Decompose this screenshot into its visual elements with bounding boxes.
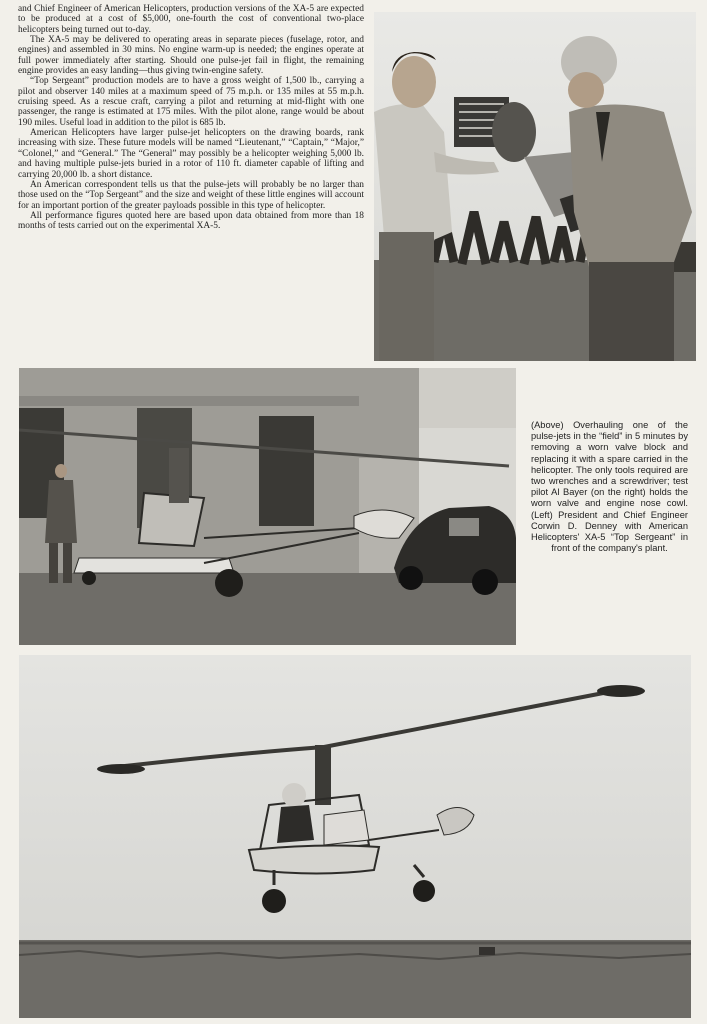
article-paragraph: All performance figures quoted here are based upon data obtained from more than 18 months of tests carried out on the experimental XA-5. — [18, 210, 364, 232]
photo-ground-illustration — [19, 368, 516, 645]
article-paragraph: The XA-5 may be delivered to operating areas in separate pieces (fuselage, rotor, and engines) and assembled in 30 mins. No engine warm-up is needed; the engines operate at full power immediately after starting. Should one pulse-jet fail in flight, the remaining engine provides an easy landing—thus giving twin-engine safety. — [18, 35, 364, 77]
field — [19, 940, 691, 1018]
pavement — [19, 573, 516, 645]
article-paragraph: “Top Sergeant” production models are to have a gross weight of 1,500 lb., carrying a pilot and observer 140 miles at a maximum speed of 75 m.p.h. or 135 miles at 55 m.p.h. cruising speed. As a rescue craft, carrying a pilot and returning at mid-flight with one passenger, the range is estimated at 175 miles. With the pilot alone, range would be about 190 miles. Useful load in addition to the pilot is 685 lb. — [18, 76, 364, 128]
article-paragraph: An American correspondent tells us that the pulse-jets will probably be no larger than those used on the “Top Sergeant” and the size and weight of these little engines will account for an important portion of the greater payloads possible in this type of helicopter. — [18, 179, 364, 211]
photo-pulsejet-illustration — [374, 12, 696, 361]
photo-helicopter-at-plant — [19, 368, 516, 645]
rotor-tip-pulsejet — [597, 685, 645, 697]
article-paragraph: and Chief Engineer of American Helicopters, production versions of the XA-5 are expected to be produced at a cost of $5,000, one-fourth the cost of conventional two-place helicopters being turned out to-day. — [18, 4, 364, 35]
photo-caption: (Above) Overhauling one of the pulse-jets in the “field” in 5 minutes by removing a worn valve block and replacing it with a spare carried in the helicopter. The only tools required are two wrenches and a screwdriver; test pilot Al Bayer (on the right) holds the worn valve and engine nose cowl. (Left) President and Chief Engineer Corwin D. Denney with American Helicopters' XA-5 “Top Sergeant” in front of the company's plant. — [531, 420, 688, 554]
photo-flight-illustration — [19, 655, 691, 1018]
article-paragraph: American Helicopters have larger pulse-jet helicopters on the drawing boards, rank increasing with size. These future models will be named “Lieutenant,” “Captain,” “Major,” “Colonel,” and “General.” The “General” may possibly be a helicopter weighing 5,000 lb. and having multiple pulse-jets buried in a rotor of 110 ft. diameter capable of lifting and carrying 20,000 lb. a short distance. — [18, 128, 364, 180]
photo-pulsejet-overhaul — [374, 12, 696, 361]
article-text — [18, 4, 364, 360]
photo-helicopter-in-flight — [19, 655, 691, 1018]
